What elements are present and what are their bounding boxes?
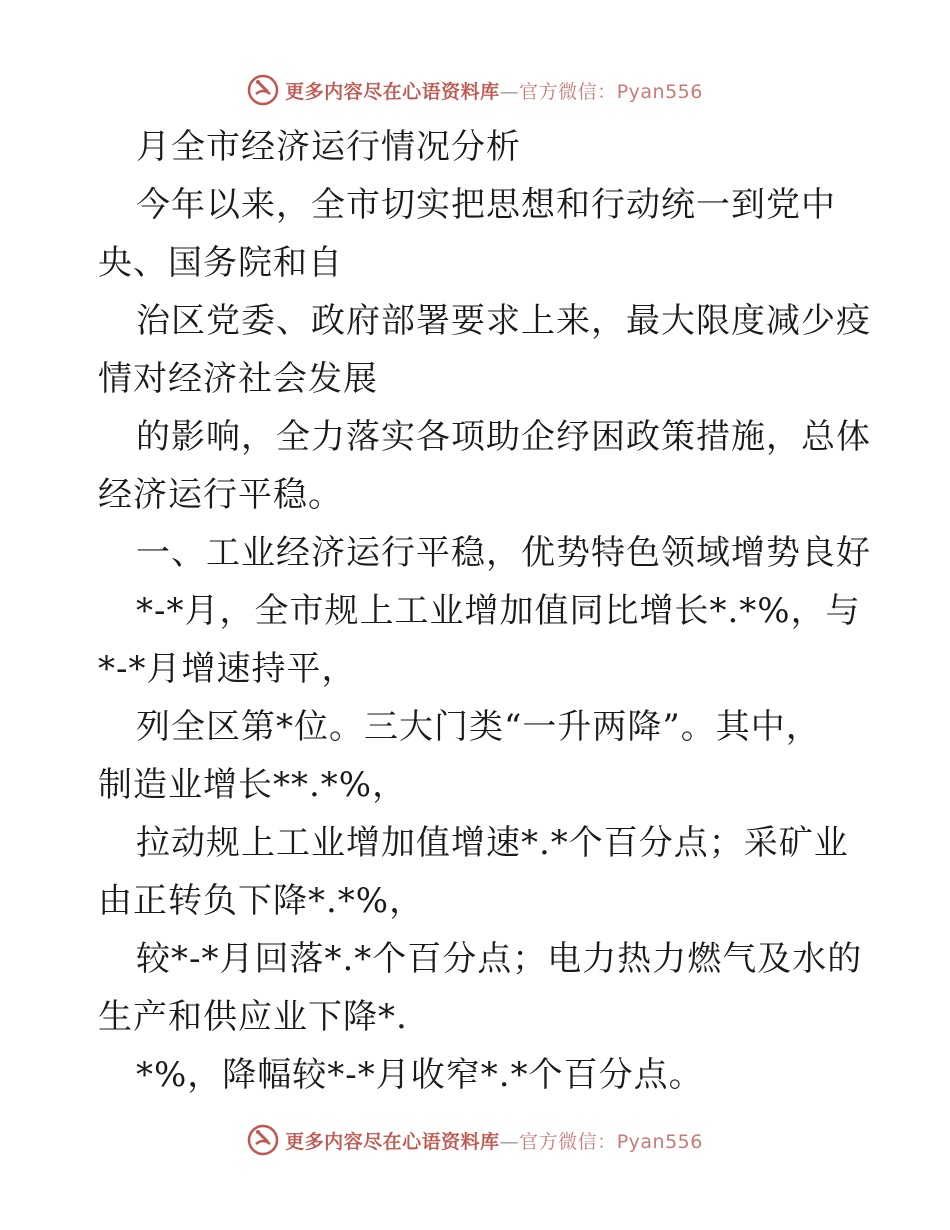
doc-line: 央、国务院和自: [98, 243, 343, 283]
watermark-text: [285, 1127, 703, 1154]
watermark-separator: —: [499, 1130, 520, 1153]
book-pen-logo-icon: [247, 1124, 279, 1156]
watermark-suffix: 官方微信：: [519, 80, 617, 103]
doc-line: *-*月，全市规上工业增加值同比增长*.*%，与: [136, 591, 861, 631]
doc-line: *-*月增速持平，: [98, 649, 357, 689]
doc-line: *%，降幅较*-*月收窄*.*个百分点。: [136, 1055, 704, 1095]
document-body: [98, 118, 871, 1104]
doc-line: 较*-*月回落*.*个百分点；电力热力燃气及水的: [136, 939, 863, 979]
watermark-separator: —: [499, 80, 520, 103]
header-watermark: [0, 70, 950, 110]
watermark-main: 更多内容尽在心语资料库: [285, 80, 500, 103]
doc-line: 月全市经济运行情况分析: [136, 127, 521, 167]
watermark-text: [285, 77, 703, 104]
doc-line: 今年以来，全市切实把思想和行动统一到党中: [136, 185, 836, 225]
doc-line: 的影响，全力落实各项助企纾困政策措施，总体: [136, 417, 871, 457]
doc-line: 一、工业经济运行平稳，优势特色领域增势良好: [136, 533, 871, 573]
doc-line: 拉动规上工业增加值增速*.*个百分点；采矿业: [136, 823, 849, 863]
doc-line: 制造业增长**.*%，: [98, 765, 408, 805]
doc-line: 治区党委、政府部署要求上来，最大限度减少疫: [136, 301, 871, 341]
doc-line: 生产和供应业下降*.: [98, 997, 408, 1037]
watermark-handle: Pyan556: [616, 1130, 703, 1153]
watermark-suffix: 官方微信：: [519, 1130, 617, 1153]
doc-line: 情对经济社会发展: [98, 359, 378, 399]
doc-line: 列全区第*位。三大门类“一升两降”。其中，: [136, 707, 821, 747]
doc-line: 由正转负下降*.*%，: [98, 881, 425, 921]
watermark-handle: Pyan556: [616, 80, 703, 103]
book-pen-logo-icon: [247, 74, 279, 106]
footer-watermark: [0, 1120, 950, 1160]
doc-line: 经济运行平稳。: [98, 475, 343, 515]
watermark-main: 更多内容尽在心语资料库: [285, 1130, 500, 1153]
